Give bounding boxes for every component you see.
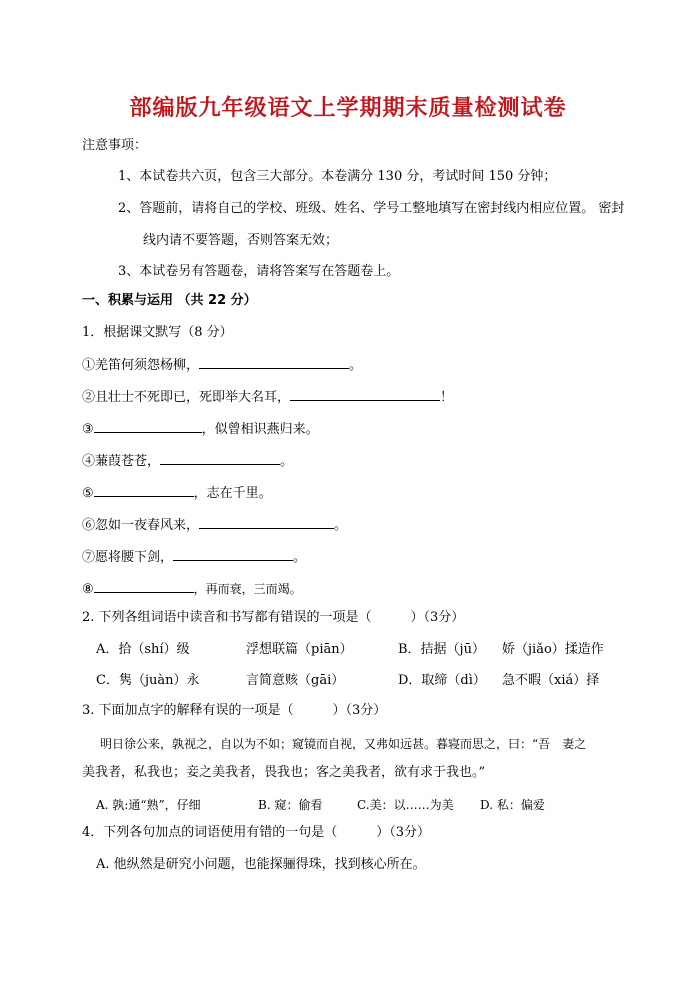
q1-line-6 [82, 516, 347, 535]
q1-line-4 [82, 452, 293, 471]
page-title: 部编版九年级语文上学期期末质量检测试卷 [129, 96, 567, 121]
q1-line-1-post: 。 [349, 358, 363, 373]
q3-option-a: A. 孰:通“熟”，仔细 [96, 798, 201, 812]
q1-line-3 [82, 420, 319, 439]
notice-heading: 注意事项： [82, 138, 148, 153]
answer-blank[interactable] [160, 452, 280, 465]
q1-line-8-post: ，再而衰，三而竭。 [193, 582, 302, 596]
q2-stem: 2. 下列各组词语中读音和书写都有错误的一项是（ ）（3分） [82, 610, 465, 625]
q1-line-4-pre: ④蒹葭苍苍， [82, 454, 161, 469]
q1-line-7 [82, 548, 306, 567]
q1-line-8-pre: ⑧ [82, 582, 94, 597]
q1-line-2-pre: ②且壮士不死即已，死即举大名耳， [82, 390, 291, 405]
q1-line-3-post: ，似曾相识燕归来。 [201, 422, 319, 437]
q1-line-7-pre: ⑦愿将腰下剑， [82, 550, 174, 565]
answer-blank[interactable] [94, 484, 194, 497]
q2-option-c-word2: 言简意赅（gāi） [246, 673, 345, 688]
q2-option-d-word2: 急不暇（xiá）择 [502, 673, 600, 688]
q4-option-a: A. 他纵然是研究小问题，也能探骊得珠，找到核心所在。 [96, 857, 426, 872]
notice-item-1: 1、本试卷共六页，包含三大部分。本卷满分 130 分，考试时间 150 分钟； [118, 169, 557, 184]
q1-line-5 [82, 484, 272, 503]
answer-blank[interactable] [94, 420, 202, 433]
notice-item-2: 2、答题前，请将自己的学校、班级、姓名、学号工整地填写在密封线内相应位置。 密封 [118, 201, 625, 216]
answer-blank[interactable] [290, 388, 440, 401]
q1-line-3-pre: ③ [82, 422, 94, 437]
notice-item-2-cont: 线内请不要答题，否则答案无效； [143, 233, 339, 248]
q1-line-5-post: ，志在千里。 [193, 486, 272, 501]
q1-line-5-pre: ⑤ [82, 486, 94, 501]
q2-option-a-word2: 浮想联篇（piān） [246, 642, 353, 657]
q1-line-6-pre: ⑥忽如一夜春风来， [82, 518, 200, 533]
answer-blank[interactable] [199, 356, 349, 369]
q1-line-4-post: 。 [280, 454, 294, 469]
q3-option-b: B. 窥：偷看 [258, 798, 323, 812]
q2-option-c-word1: C．隽（juàn）永 [96, 673, 200, 688]
q2-option-a-word1: A．拾（shí）级 [96, 642, 190, 657]
q1-line-6-post: 。 [334, 518, 348, 533]
q1-line-7-post: 。 [293, 550, 307, 565]
q3-passage-line-1: 明日徐公来，孰视之，自以为不如；窥镜而自视，又弗如远甚。暮寝而思之，曰：“吾 妻之 [100, 737, 587, 751]
q1-line-1-pre: ①羌笛何须怨杨柳， [82, 358, 200, 373]
q3-stem: 3. 下面加点字的解释有误的一项是（ ）（3分） [82, 703, 387, 718]
q2-option-b-word2: 娇（jiǎo）揉造作 [502, 642, 604, 657]
answer-blank[interactable] [94, 580, 194, 593]
q2-option-d-word1: D．取缔（dì） [398, 673, 486, 688]
answer-blank[interactable] [199, 516, 334, 529]
q1-line-2 [82, 388, 453, 407]
q3-option-d: D. 私：偏爱 [480, 798, 545, 812]
section-heading: 一、积累与运用 （共 22 分） [82, 293, 257, 308]
notice-item-3: 3、本试卷另有答题卷，请将答案写在答题卷上。 [118, 264, 400, 279]
q2-option-b-word1: B．拮据（jū） [398, 642, 485, 657]
q1-line-8 [82, 580, 302, 599]
q3-option-c: C.美：以……为美 [357, 798, 454, 812]
q1-line-1 [82, 356, 362, 375]
q4-stem: 4．下列各句加点的词语使用有错的一句是（ ）（3分） [82, 825, 431, 840]
answer-blank[interactable] [173, 548, 293, 561]
q1-stem: 1．根据课文默写（8 分） [82, 325, 233, 340]
q3-passage-line-2: 美我者，私我也；妾之美我者，畏我也；客之美我者，欲有求于我也。” [82, 765, 486, 780]
q1-line-2-post: ！ [440, 390, 454, 405]
